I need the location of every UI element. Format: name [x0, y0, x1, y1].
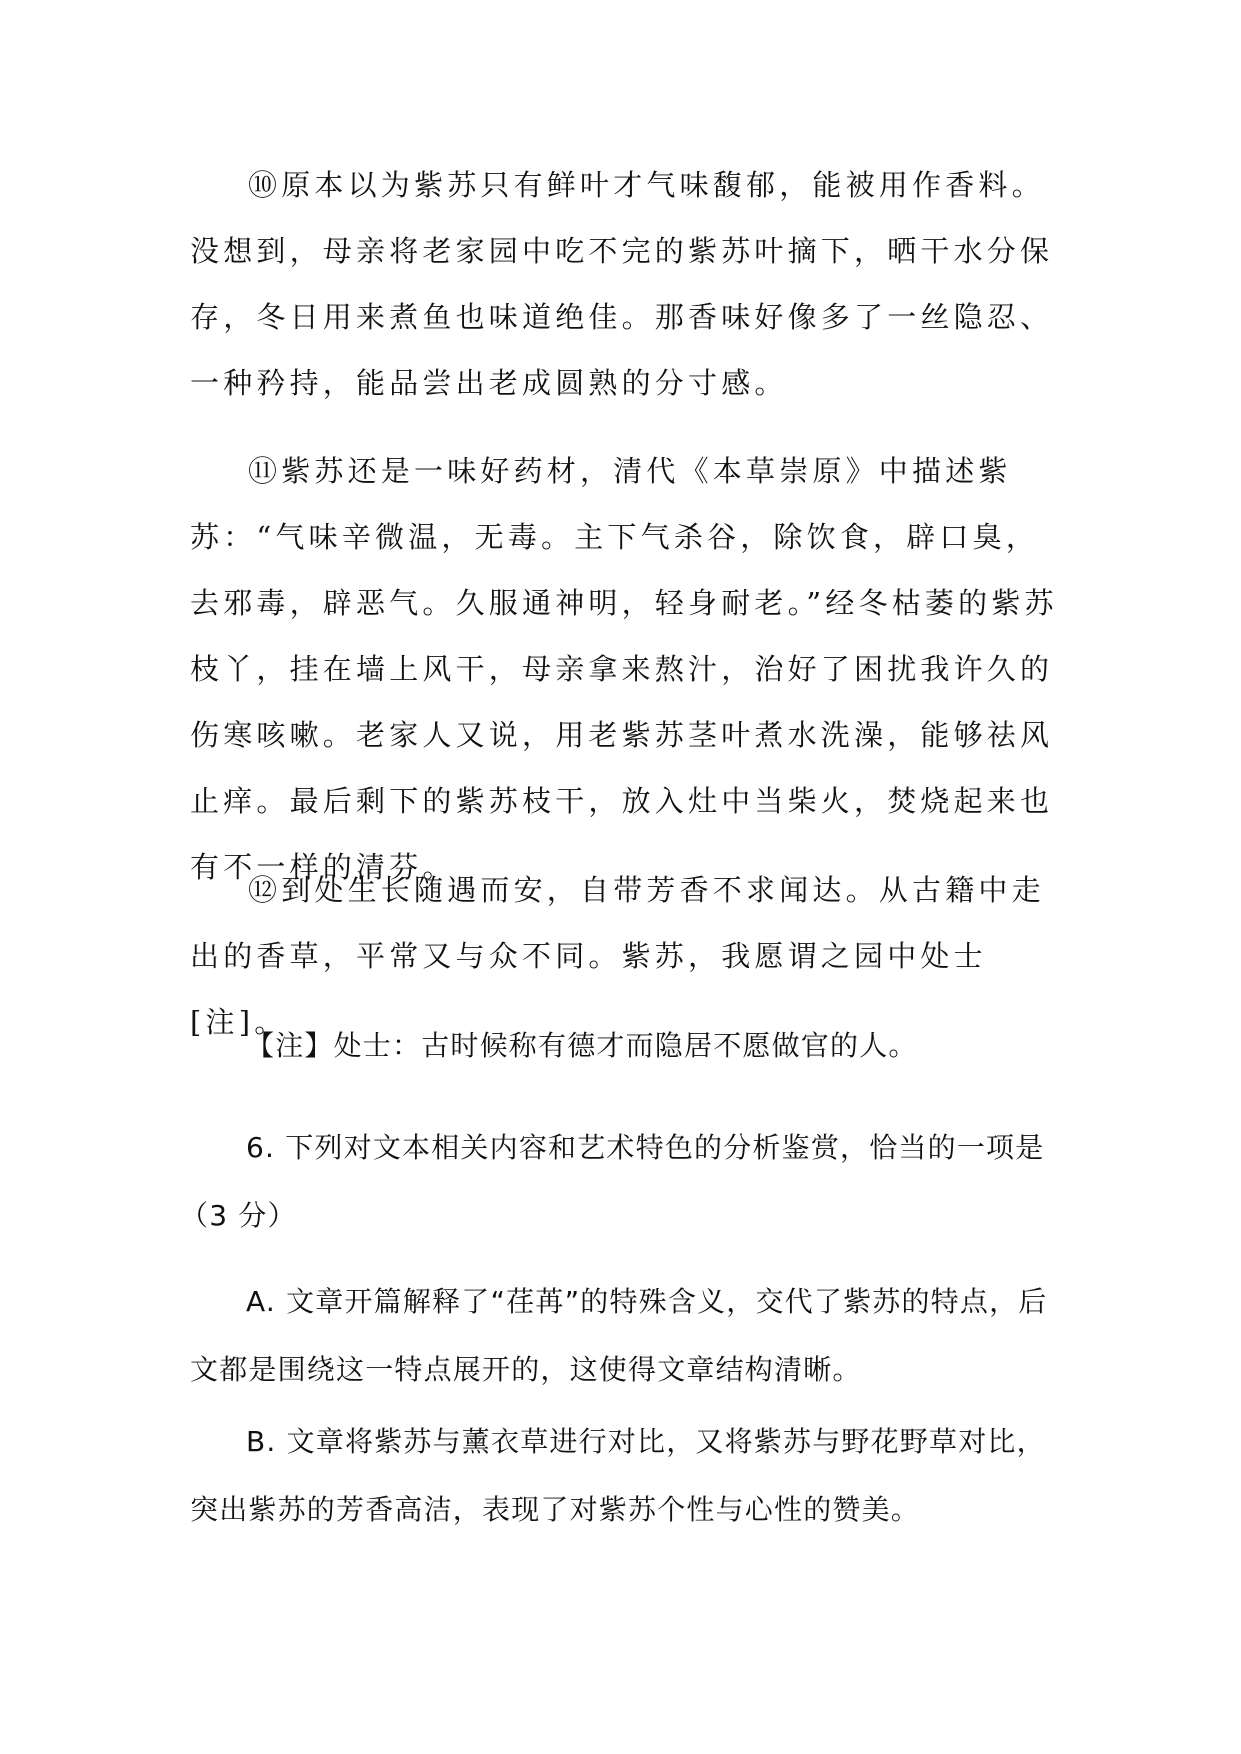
option-b[interactable]: B. 文章将紫苏与薰衣草进行对比，又将紫苏与野花野草对比，突出紫苏的芳香高洁，表现了对紫苏个性与心性的赞美。 [190, 1425, 1046, 1526]
question-6 [180, 1114, 1060, 1250]
question-stem: 6. 下列对文本相关内容和艺术特色的分析鉴赏，恰当的一项是 [246, 1131, 1045, 1164]
question-score: （3 分） [180, 1199, 297, 1232]
passage-paragraph-12: ⑫到处生长随遇而安，自带芳香不求闻达。从古籍中走出的香草，平常又与众不同。紫苏，我愿谓之园中处士[注]。 [190, 873, 1045, 1039]
option-a[interactable]: A. 文章开篇解释了“荏苒”的特殊含义，交代了紫苏的特点，后文都是围绕这一特点展开的，这使得文章结构清晰。 [190, 1285, 1048, 1386]
passage-paragraph-11: ⑪紫苏还是一味好药材，清代《本草崇原》中描述紫苏：“气味辛微温，无毒。主下气杀谷，除饮食，辟口臭，去邪毒，辟恶气。久服通神明，轻身耐老。”经冬枯萎的紫苏枝丫，挂在墙上风干，母亲拿来熬汁，治好了困扰我许久的伤寒咳嗽。老家人又说，用老紫苏茎叶煮水洗澡，能够祛风止痒。最后剩下的紫苏枝干，放入灶中当柴火，焚烧起来也有不一样的清芬。 [190, 454, 1058, 884]
passage-paragraph-10: ⑩原本以为紫苏只有鲜叶才气味馥郁，能被用作香料。没想到，母亲将老家园中吃不完的紫苏叶摘下，晒干水分保存，冬日用来煮鱼也味道绝佳。那香味好像多了一丝隐忍、一种矜持，能品尝出老成圆熟的分寸感。 [190, 168, 1054, 400]
footnote: 【注】处士：古时候称有德才而隐居不愿做官的人。 [246, 1029, 918, 1062]
